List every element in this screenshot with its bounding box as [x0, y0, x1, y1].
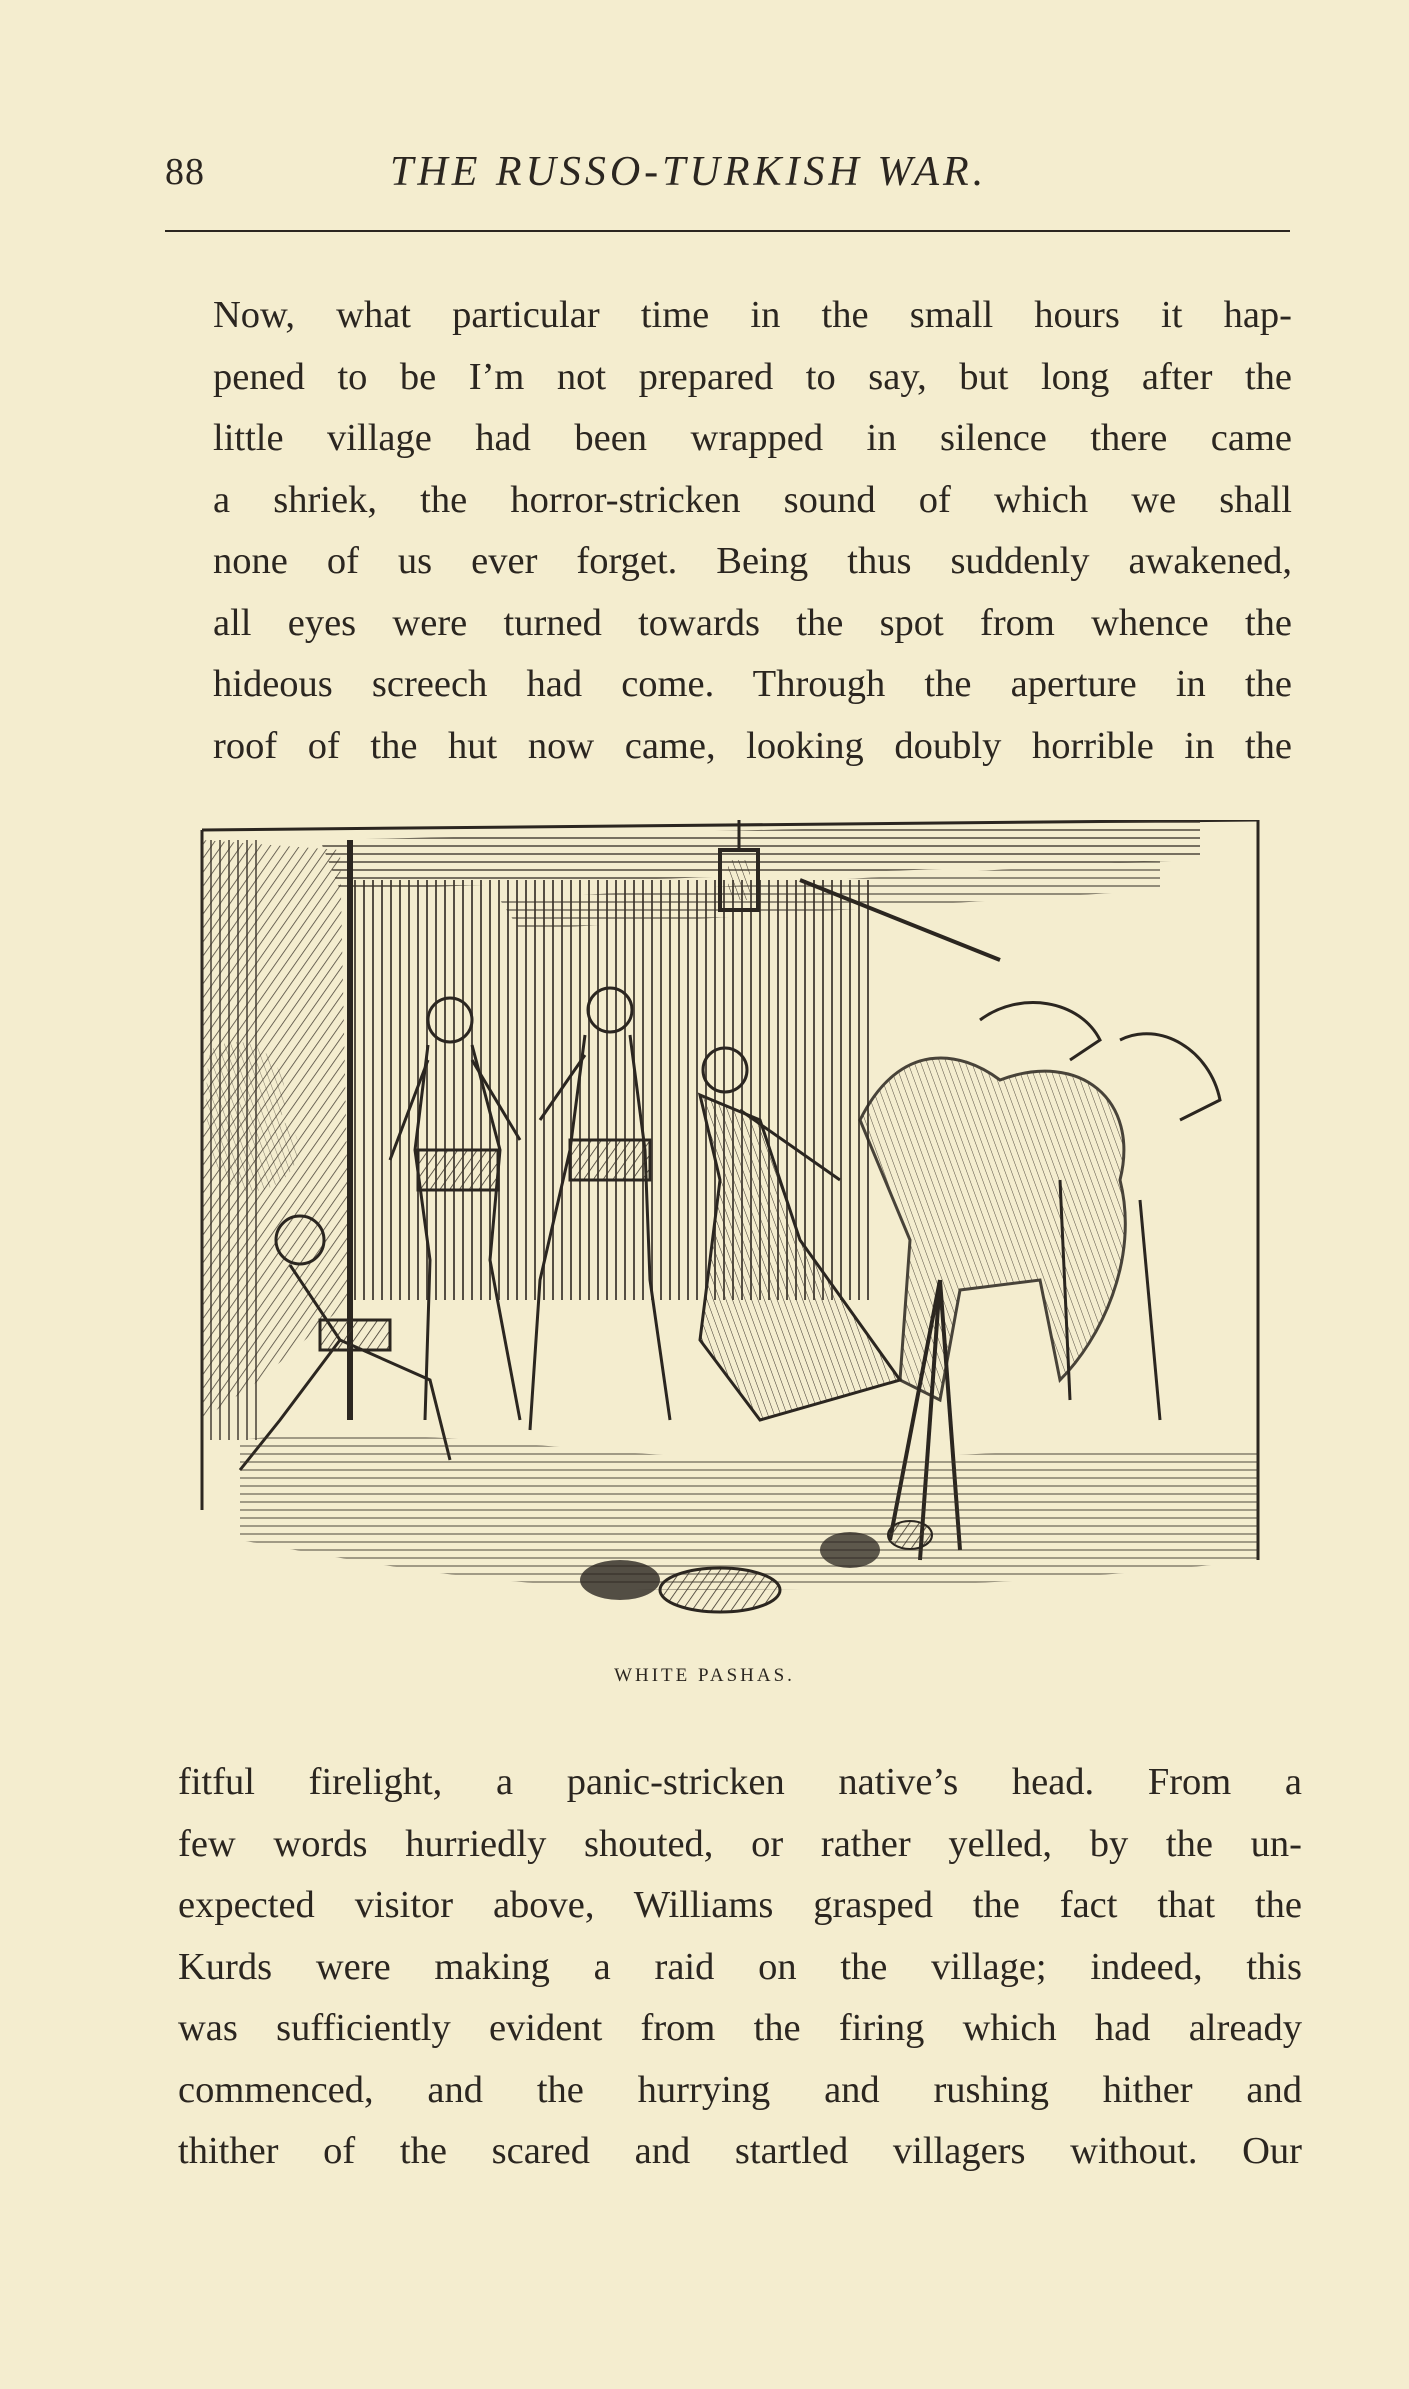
text-line: a shriek, the horror-stricken sound of which we shall	[213, 478, 1292, 521]
engraving-illustration-icon	[200, 820, 1262, 1640]
text-line: commenced, and the hurrying and rushing hither and	[178, 2068, 1302, 2111]
text-line: expected visitor above, Williams grasped the fact that the	[178, 1884, 1302, 1926]
page-header	[165, 150, 1295, 210]
text-line: Now, what particular time in the small hours it hap-	[213, 294, 1292, 336]
paragraph-bottom	[178, 1752, 1302, 2183]
running-title: THE RUSSO-TURKISH WAR.	[390, 149, 988, 195]
text-line: fitful firelight, a panic-stricken native’s head. From a	[178, 1761, 1302, 1803]
text-line: Kurds were making a raid on the village; indeed, this	[178, 1945, 1302, 1988]
engraving-illustration	[200, 820, 1262, 1640]
header-rule	[165, 230, 1290, 232]
text-line: thither of the scared and startled villagers without. Our	[178, 2130, 1302, 2172]
text-line: little village had been wrapped in silence there came	[213, 417, 1292, 459]
text-line: none of us ever forget. Being thus suddenly awakened,	[213, 540, 1292, 582]
page-number: 88	[165, 151, 205, 193]
figure-caption: WHITE PASHAS.	[614, 1665, 795, 1686]
paragraph-top	[165, 285, 1292, 777]
text-line: hideous screech had come. Through the aperture in the	[213, 663, 1292, 705]
text-line: roof of the hut now came, looking doubly horrible in the	[213, 724, 1292, 767]
text-line: all eyes were turned towards the spot from whence the	[213, 601, 1292, 644]
text-line: pened to be I’m not prepared to say, but long after the	[213, 355, 1292, 398]
text-line: was sufficiently evident from the firing which had already	[178, 2007, 1302, 2049]
text-line: few words hurriedly shouted, or rather yelled, by the un-	[178, 1822, 1302, 1865]
